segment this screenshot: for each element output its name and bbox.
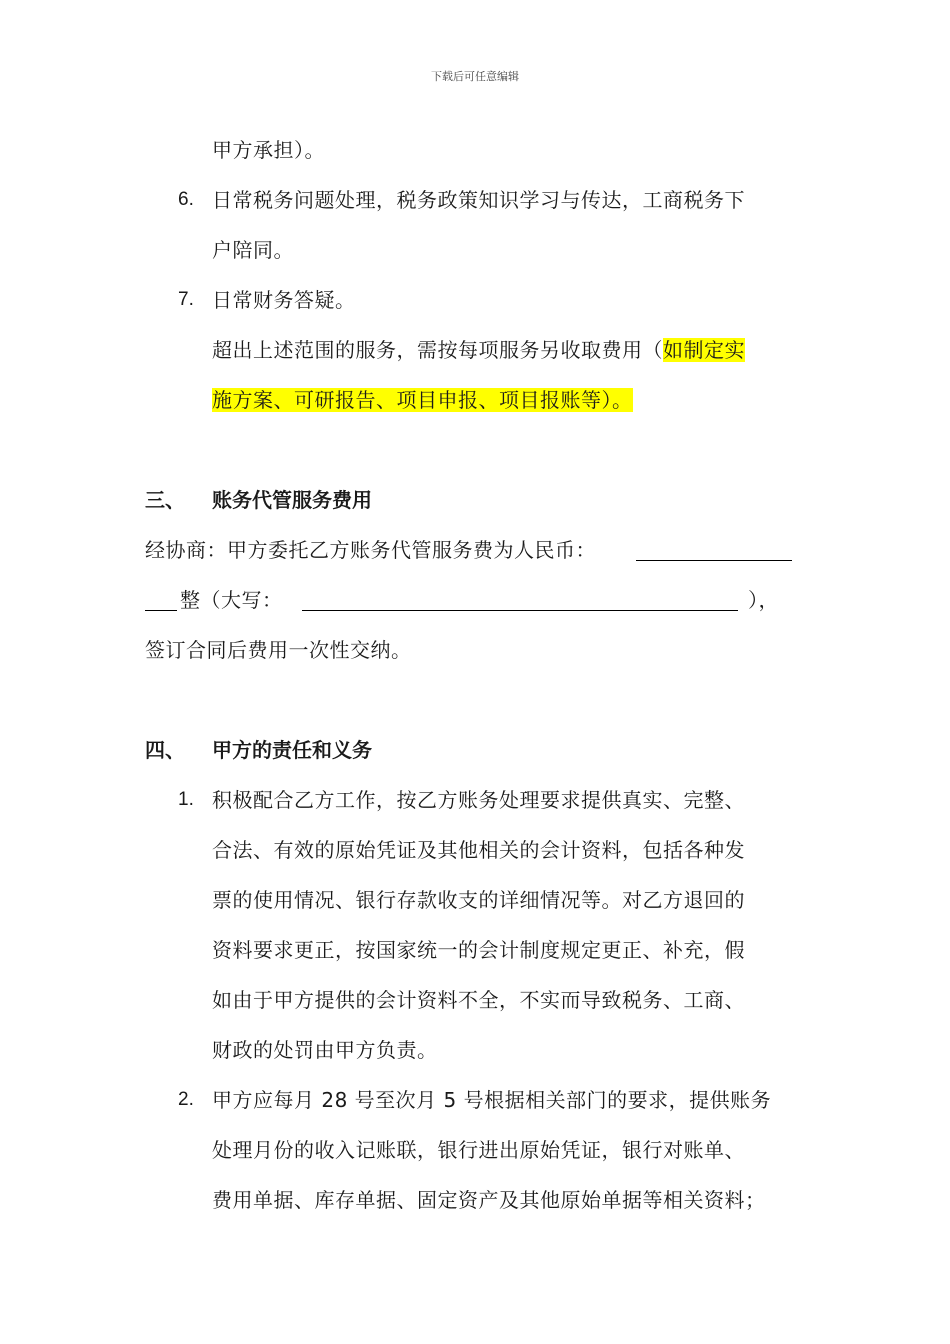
item-6-number: 6.	[178, 189, 194, 210]
continued-line: 甲方承担）。	[212, 138, 325, 162]
fee-line-2-end: ），	[748, 588, 779, 612]
highlighted-text: 如制定实	[663, 338, 745, 362]
item-1-number: 1.	[178, 789, 194, 810]
item-1-line: 资料要求更正，按国家统一的会计制度规定更正、补充，假	[212, 938, 745, 962]
item-1-line: 财政的处罚由甲方负责。	[212, 1038, 438, 1062]
fee-amount-blank-cont	[145, 610, 177, 611]
item-6-line-2: 户陪同。	[212, 238, 294, 262]
fee-amount-blank	[636, 560, 792, 561]
extra-services-line-2	[212, 386, 633, 414]
item-2-line: 费用单据、库存单据、固定资产及其他原始单据等相关资料；	[212, 1188, 766, 1212]
section-4-title: 甲方的责任和义务	[212, 738, 372, 762]
extra-services-line-1	[212, 336, 745, 364]
item-1-line: 合法、有效的原始凭证及其他相关的会计资料，包括各种发	[212, 838, 745, 862]
item-1-line: 如由于甲方提供的会计资料不全，不实而导致税务、工商、	[212, 988, 745, 1012]
section-3-title: 账务代管服务费用	[212, 488, 372, 512]
item-1-line: 积极配合乙方工作，按乙方账务处理要求提供真实、完整、	[212, 788, 745, 812]
fee-uppercase-blank	[302, 610, 738, 611]
extra-services-text: 超出上述范围的服务，需按每项服务另收取费用（	[212, 338, 663, 362]
item-7-line-1: 日常财务答疑。	[212, 288, 356, 312]
item-2-line: 甲方应每月 28 号至次月 5 号根据相关部门的要求，提供账务	[212, 1088, 772, 1112]
item-7-number: 7.	[178, 289, 194, 310]
section-4-number: 四、	[145, 738, 185, 762]
fee-line-2-start: 整（大写：	[180, 588, 283, 612]
fee-line-3: 签订合同后费用一次性交纳。	[145, 638, 412, 662]
fee-line-1: 经协商：甲方委托乙方账务代管服务费为人民币：	[145, 538, 596, 562]
item-1-line: 票的使用情况、银行存款收支的详细情况等。对乙方退回的	[212, 888, 745, 912]
page-header: 下载后可任意编辑	[431, 70, 519, 83]
item-6-line-1: 日常税务问题处理，税务政策知识学习与传达，工商税务下	[212, 188, 745, 212]
item-2-line: 处理月份的收入记账联，银行进出原始凭证，银行对账单、	[212, 1138, 745, 1162]
highlighted-text: 施方案、可研报告、项目申报、项目报账等）。	[212, 388, 633, 412]
section-3-number: 三、	[145, 488, 185, 512]
item-2-number: 2.	[178, 1089, 194, 1110]
